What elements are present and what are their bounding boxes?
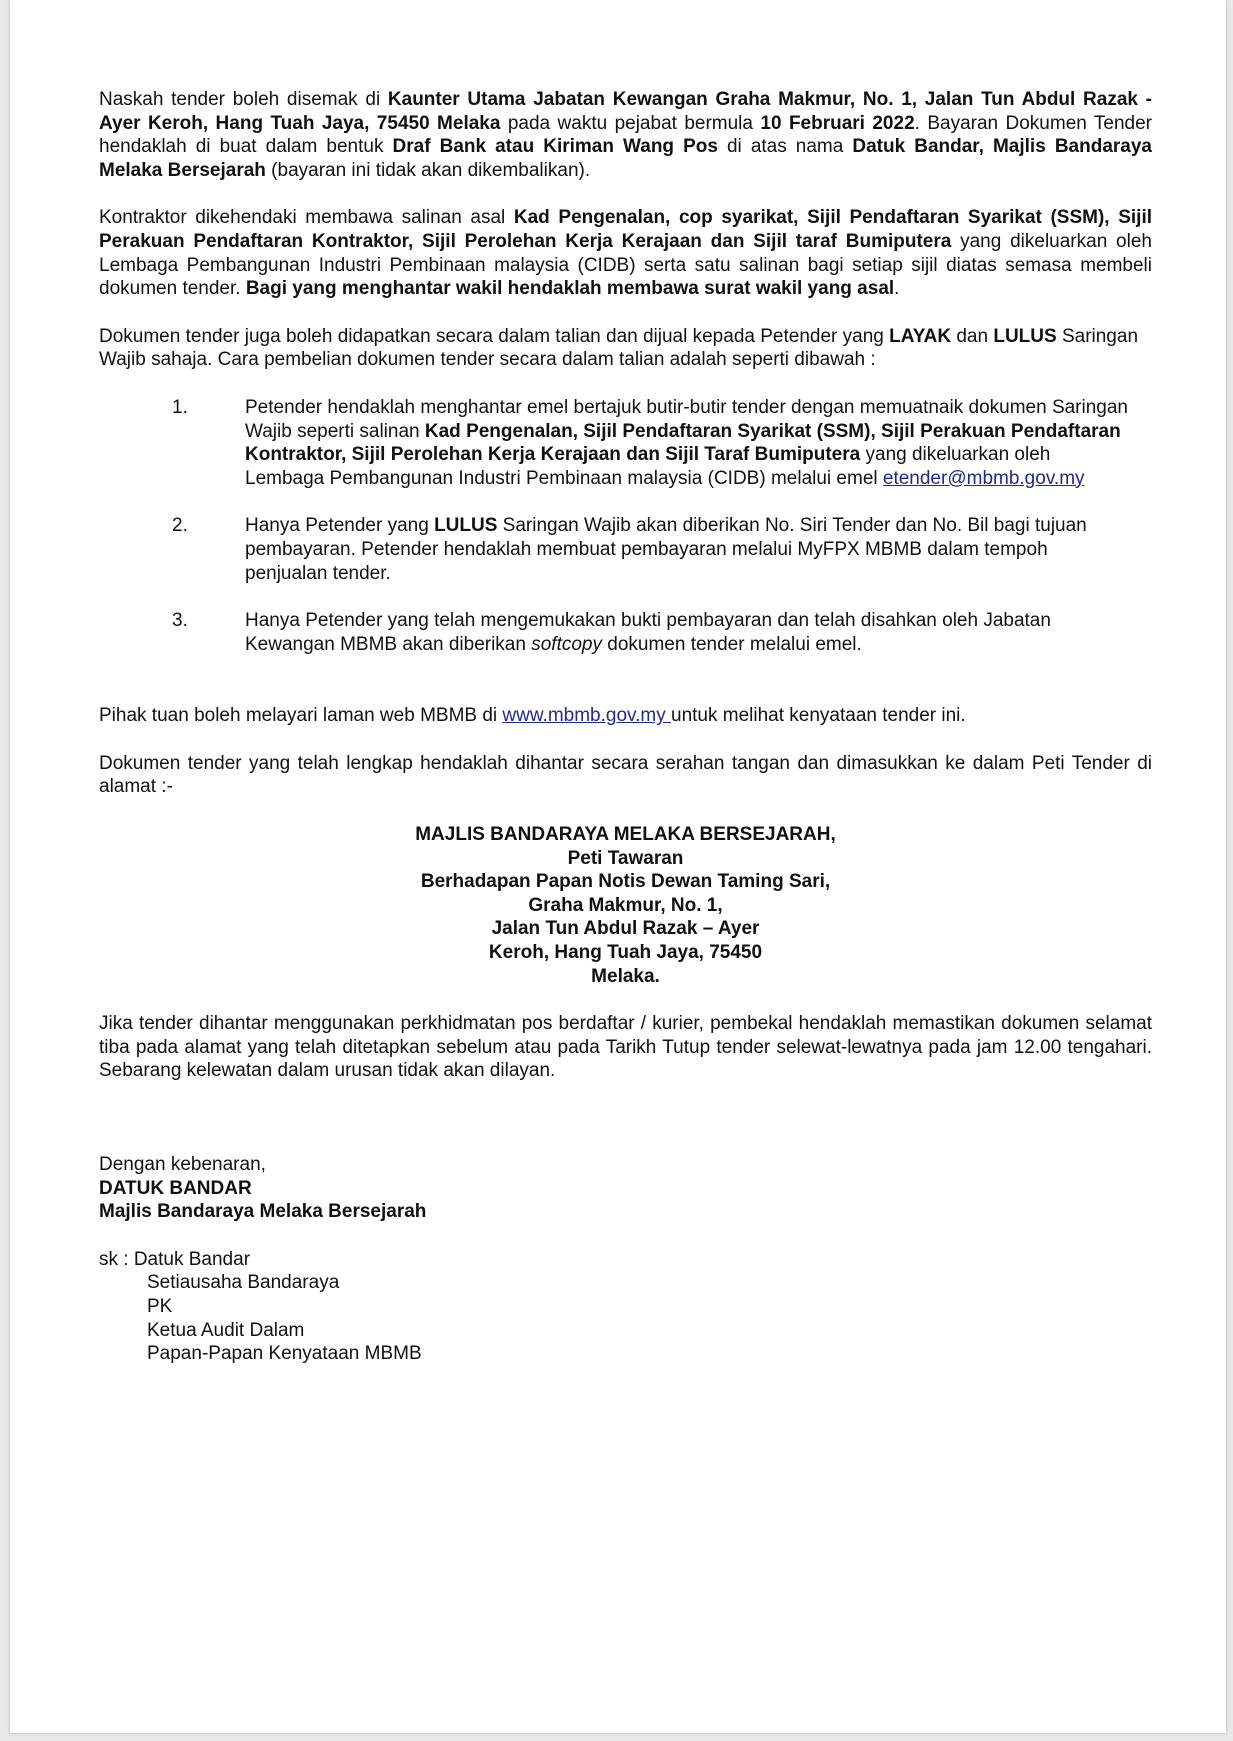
signatory-title: DATUK BANDAR <box>99 1177 252 1199</box>
numbered-list <box>99 396 1152 656</box>
text: dan <box>951 325 994 347</box>
text: Petender hendaklah menghantar emel bertajuk butir-butir tender dengan memuatnaik dokumen Saringan Wajib seperti salinan <box>245 396 1128 442</box>
bold-text: LULUS <box>993 325 1057 347</box>
cc-recipient: Ketua Audit Dalam <box>147 1319 305 1341</box>
text: Hanya Petender yang telah mengemukakan bukti pembayaran dan telah disahkan oleh Jabatan Kewangan MBMB akan diberikan <box>245 610 1051 655</box>
text: (bayaran ini tidak akan dikembalikan). <box>265 159 591 181</box>
text: Naskah tender boleh disemak di <box>99 89 388 110</box>
text: yang dikeluarkan oleh Lembaga Pembangunan Industri Pembinaan malaysia (CIDB) serta satu salinan bagi setiap sijil diatas semasa membeli dokumen tender. <box>99 230 1152 300</box>
paragraph-submission: Dokumen tender yang telah lengkap hendaklah dihantar secara serahan tangan dan dimasukkan ke dalam Peti Tender di alamat :- <box>99 752 1152 798</box>
text: Kontraktor dikehendaki membawa salinan asal <box>99 207 514 229</box>
list-number: 1. <box>172 396 188 418</box>
bold-text: Draf Bank atau Kiriman Wang Pos <box>392 136 718 158</box>
paragraph-website <box>99 704 1152 728</box>
paragraph-contractor-requirements <box>99 206 1152 300</box>
list-item <box>99 514 1152 585</box>
text: Saringan Wajib akan diberikan No. Siri Tender dan No. Bil bagi tujuan pembayaran. Petender hendaklah membuat pembayaran melalui MyFPX MBMB dalam tempoh penjualan tender. <box>245 515 1087 584</box>
text: Hanya Petender yang <box>245 515 435 537</box>
copy-recipients <box>99 1248 1152 1366</box>
list-number: 3. <box>172 610 188 632</box>
address-line: MAJLIS BANDARAYA MELAKA BERSEJARAH, <box>415 824 836 846</box>
bold-text: LAYAK <box>889 325 952 347</box>
address-line: Keroh, Hang Tuah Jaya, 75450 <box>488 942 763 964</box>
text: di atas nama <box>717 136 853 158</box>
email-link[interactable]: etender@mbmb.gov.my <box>882 467 1085 489</box>
cc-recipient: Papan-Papan Kenyataan MBMB <box>147 1343 422 1365</box>
list-number: 2. <box>172 515 188 537</box>
signatory-organisation: Majlis Bandaraya Melaka Bersejarah <box>99 1201 427 1223</box>
cc-recipient: Setiausaha Bandaraya <box>147 1272 340 1294</box>
text: dokumen tender melalui emel. <box>601 633 862 655</box>
cc-recipient: sk : Datuk Bandar <box>99 1248 251 1270</box>
text: pada waktu pejabat bermula <box>500 112 761 134</box>
bold-date: 10 Februari 2022 <box>760 112 915 134</box>
document-body <box>99 88 1152 1366</box>
address-line: Jalan Tun Abdul Razak – Ayer <box>491 918 760 940</box>
text: . <box>894 278 900 300</box>
address-line: Graha Makmur, No. 1, <box>528 894 723 916</box>
submission-address <box>99 823 1152 988</box>
address-line: Peti Tawaran <box>567 847 684 869</box>
bold-text: Bagi yang menghantar wakil hendaklah membawa surat wakil yang asal <box>245 278 895 300</box>
list-item <box>99 396 1152 490</box>
bold-text: Kad Pengenalan, cop syarikat, Sijil Pendaftaran Syarikat (SSM), Sijil Perakuan Pendaftaran Kontraktor, Sijil Perolehan Kerja Kerajaan dan Sijil taraf Bumiputera <box>99 207 1152 252</box>
text: . Bayaran Dokumen Tender hendaklah di buat dalam bentuk <box>99 112 1152 158</box>
list-item <box>99 609 1152 656</box>
text: Saringan Wajib sahaja. Cara pembelian dokumen tender secara dalam talian adalah seperti dibawah : <box>99 325 1139 371</box>
document-page <box>10 0 1226 1733</box>
bold-text: Datuk Bandar, Majlis Bandaraya Melaka Bersejarah <box>99 136 1152 181</box>
italic-text: softcopy <box>531 633 602 655</box>
paragraph-postal-delivery: Jika tender dihantar menggunakan perkhidmatan pos berdaftar / kurier, pembekal hendaklah memastikan dokumen selamat tiba pada alamat yang telah ditetapkan sebelum atau pada Tarikh Tutup tender selewat-lewatnya pada jam 12.00 tengahari. Sebarang kelewatan dalam urusan tidak akan dilayan. <box>99 1013 1152 1082</box>
closing-text: Dengan kebenaran, <box>99 1154 266 1175</box>
address-line: Berhadapan Papan Notis Dewan Taming Sari, <box>420 871 831 893</box>
website-link[interactable]: www.mbmb.gov.my <box>502 705 671 727</box>
text: untuk melihat kenyataan tender ini. <box>671 705 966 727</box>
paragraph-document-inspection <box>99 88 1152 182</box>
cc-recipient: PK <box>147 1295 173 1317</box>
paragraph-online-purchase <box>99 325 1152 372</box>
text: Dokumen tender juga boleh didapatkan secara dalam talian dan dijual kepada Petender yang <box>99 325 890 347</box>
bold-text: LULUS <box>434 515 498 537</box>
address-line: Melaka. <box>591 965 660 987</box>
text: yang dikeluarkan oleh Lembaga Pembangunan Industri Pembinaan malaysia (CIDB) melalui emel <box>245 444 1051 489</box>
bold-text: Kad Pengenalan, Sijil Pendaftaran Syarikat (SSM), Sijil Perakuan Pendaftaran Kontraktor, Sijil Perolehan Kerja Kerajaan dan Sijil Taraf Bumiputera <box>245 420 1121 466</box>
text: Pihak tuan boleh melayari laman web MBMB di <box>99 705 503 727</box>
signature-block <box>99 1153 1152 1224</box>
bold-text: Kaunter Utama Jabatan Kewangan Graha Makmur, No. 1, Jalan Tun Abdul Razak - Ayer Keroh, Hang Tuah Jaya, 75450 Melaka <box>99 89 1152 134</box>
